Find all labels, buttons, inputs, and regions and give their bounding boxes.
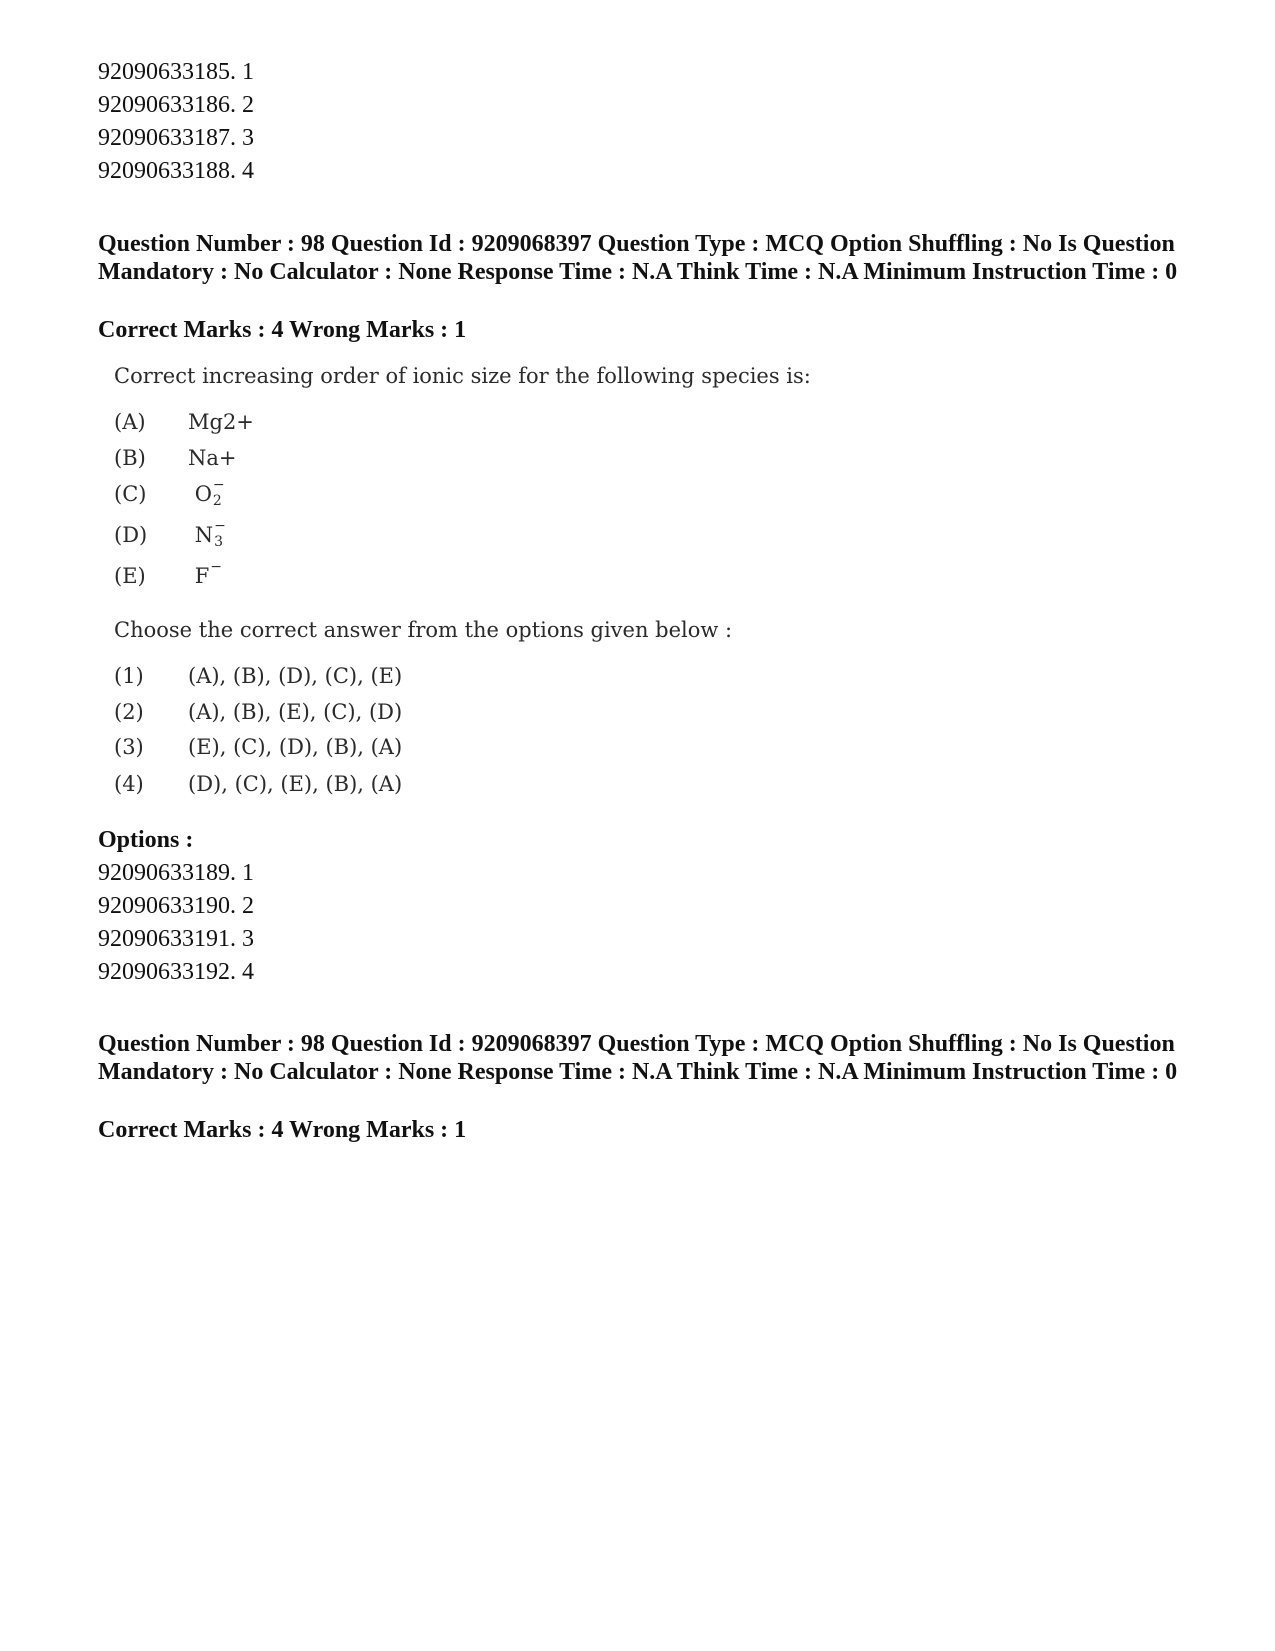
species-formula: N − 3 — [194, 518, 226, 550]
answer-text: (E), (C), (D), (B), (A) — [188, 735, 403, 759]
answer-choice — [114, 735, 402, 759]
question-marks: Correct Marks : 4 Wrong Marks : 1 — [98, 317, 467, 343]
species-formula: O − 2 — [194, 477, 225, 509]
prev-option-2: 92090633186. 2 — [98, 92, 254, 118]
prev-option-1: 92090633185. 1 — [98, 59, 254, 85]
answer-text: (A), (B), (E), (C), (D) — [188, 700, 403, 724]
choose-instruction: Choose the correct answer from the options given below : — [114, 618, 733, 642]
species-row — [114, 518, 226, 550]
answer-label: (4) — [114, 772, 144, 796]
species-label: (A) — [114, 410, 146, 434]
options-title: Options : — [98, 827, 194, 853]
answer-text: (D), (C), (E), (B), (A) — [188, 772, 403, 796]
answer-choice — [114, 664, 402, 688]
question-image — [110, 364, 811, 842]
species-label: (E) — [114, 564, 146, 588]
question-stem: Correct increasing order of ionic size for the following species is: — [114, 364, 811, 388]
species-row — [114, 559, 222, 588]
next-question-header: Question Number : 98 Question Id : 9209068397 Question Type : MCQ Option Shuffling : No Is Question Mandatory : No Calculator : None Response Time : N.A Think Time : N.A Minimum Instruction Time : 0 — [98, 1031, 1178, 1085]
answer-label: (3) — [114, 735, 144, 759]
species-label: (B) — [114, 446, 146, 470]
answer-label: (2) — [114, 700, 144, 724]
option-line: 92090633189. 1 — [98, 860, 254, 886]
option-line: 92090633192. 4 — [98, 959, 254, 985]
species-formula: Mg2+ — [188, 410, 254, 434]
answer-choice — [114, 772, 402, 796]
question-header: Question Number : 98 Question Id : 9209068397 Question Type : MCQ Option Shuffling : No Is Question Mandatory : No Calculator : None Response Time : N.A Think Time : N.A Minimum Instruction Time : 0 — [98, 231, 1178, 285]
prev-option-3: 92090633187. 3 — [98, 125, 254, 151]
next-question-marks: Correct Marks : 4 Wrong Marks : 1 — [98, 1117, 467, 1143]
answer-text: (A), (B), (D), (C), (E) — [188, 664, 403, 688]
species-formula: F − — [194, 559, 222, 588]
answer-choice — [114, 700, 402, 724]
species-label: (D) — [114, 523, 148, 547]
species-row — [114, 410, 254, 434]
species-row — [114, 477, 225, 509]
option-line: 92090633190. 2 — [98, 893, 254, 919]
species-formula: Na+ — [188, 446, 237, 470]
answer-label: (1) — [114, 664, 144, 688]
species-label: (C) — [114, 482, 147, 506]
prev-option-4: 92090633188. 4 — [98, 158, 254, 184]
option-line: 92090633191. 3 — [98, 926, 254, 952]
species-row — [114, 446, 237, 470]
